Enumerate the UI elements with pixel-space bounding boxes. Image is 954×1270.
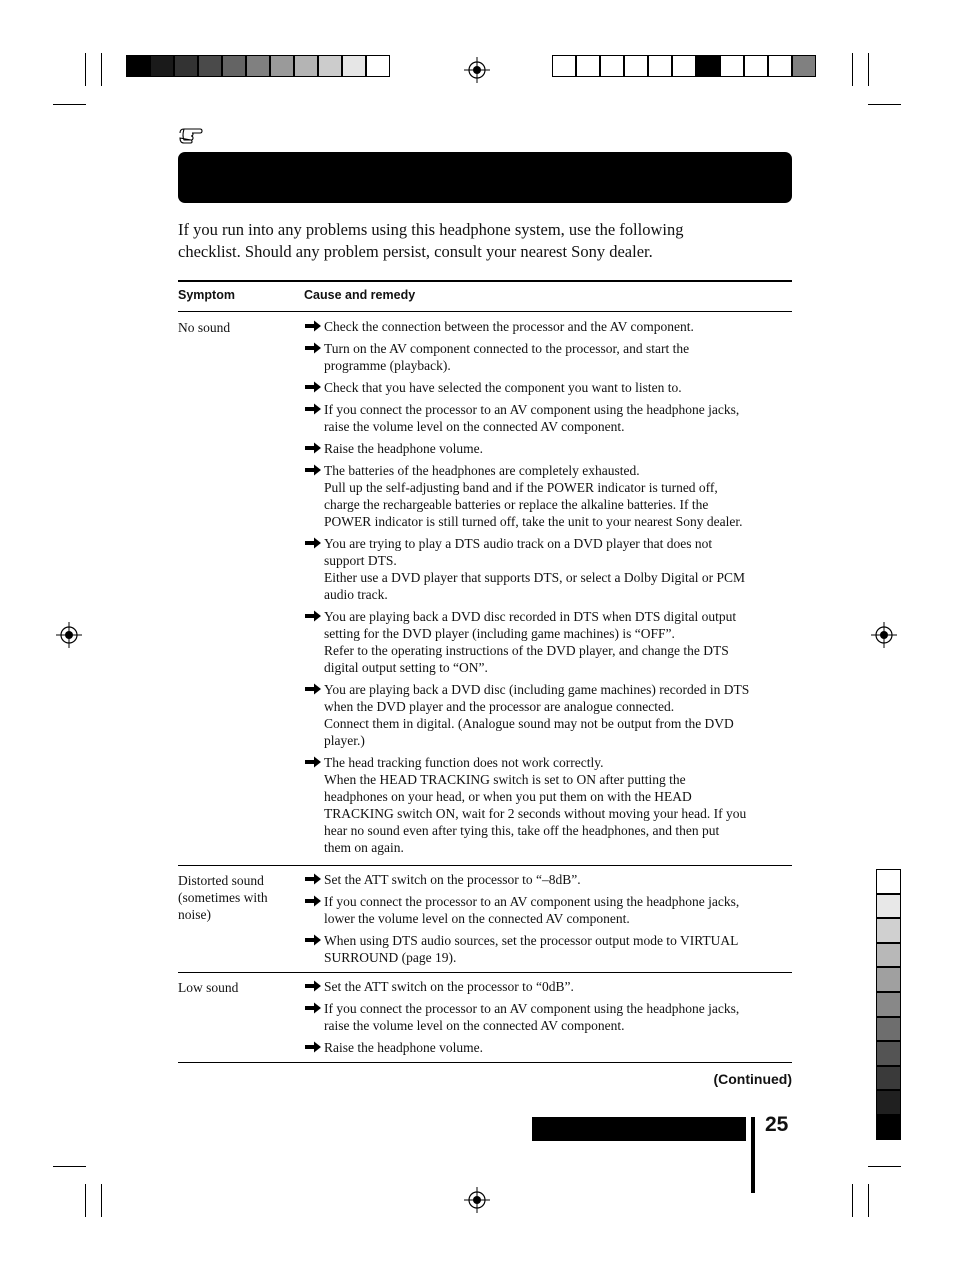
remedy-line: When using DTS audio sources, set the processor output mode to VIRTUAL [324,933,739,948]
remedy-item [304,440,794,457]
remedy-item [304,893,794,927]
registration-mark-icon [56,622,82,648]
right-arrow-icon [304,683,322,695]
remedy-item [304,318,794,335]
remedy-line: player.) [324,733,365,748]
color-swatch [600,55,624,77]
color-swatch [198,55,222,77]
side-tab [876,943,901,968]
remedy-line: programme (playback). [324,358,451,373]
remedy-line: hear no sound even after tying this, take off the headphones, and then put [324,823,720,838]
remedy-line: Set the ATT switch on the processor to “0dB”. [324,979,574,994]
remedy-item [304,379,794,396]
color-swatch [720,55,744,77]
color-swatch [576,55,600,77]
remedy-line: Check that you have selected the component you want to listen to. [324,380,682,395]
remedy-line: them on again. [324,840,404,855]
right-arrow-icon [304,342,322,354]
remedy-line: raise the volume level on the connected AV component. [324,419,625,434]
color-swatch [552,55,576,77]
right-arrow-icon [304,895,322,907]
right-arrow-icon [304,464,322,476]
color-swatch [792,55,816,77]
remedy-line: support DTS. [324,553,397,568]
remedy-line: POWER indicator is still turned off, take the unit to your nearest Sony dealer. [324,514,743,529]
remedy-line: headphones on your head, or when you put them on with the HEAD [324,789,692,804]
remedy-item [304,681,794,749]
color-swatch [126,55,150,77]
remedy-item [304,401,794,435]
side-tab [876,1115,901,1140]
right-arrow-icon [304,1041,322,1053]
remedy-cell [304,871,794,971]
side-tab [876,1090,901,1115]
remedy-line: You are playing back a DVD disc recorded in DTS when DTS digital output [324,609,737,624]
registration-mark-icon [464,1187,490,1213]
remedy-line: Turn on the AV component connected to the processor, and start the [324,341,690,356]
remedy-item [304,340,794,374]
side-tab [876,992,901,1017]
remedy-line: The head tracking function does not work correctly. [324,755,604,770]
table-row-rule [178,865,792,866]
symptom-line: (sometimes with [178,890,268,905]
table-row-rule [178,1062,792,1063]
right-arrow-icon [304,442,322,454]
remedy-item [304,932,794,966]
symptom-line: noise) [178,907,211,922]
symptom-cell [178,319,296,336]
remedy-item [304,754,794,856]
remedy-item [304,1039,794,1056]
remedy-line: Raise the headphone volume. [324,1040,483,1055]
color-bar-right [552,55,816,77]
side-tab [876,918,901,943]
side-tab [876,1066,901,1091]
remedy-line: TRACKING switch ON, wait for 2 seconds without moving your head. If you [324,806,747,821]
remedy-line: Either use a DVD player that supports DTS, or select a Dolby Digital or PCM [324,570,746,585]
table-top-rule [178,280,792,282]
remedy-line: audio track. [324,587,388,602]
remedy-line: When the HEAD TRACKING switch is set to ON after putting the [324,772,686,787]
right-arrow-icon [304,1002,322,1014]
color-swatch [246,55,270,77]
remedy-line: Raise the headphone volume. [324,441,483,456]
right-arrow-icon [304,381,322,393]
color-swatch [174,55,198,77]
remedy-line: Pull up the self-adjusting band and if the POWER indicator is turned off, [324,480,718,495]
remedy-line: If you connect the processor to an AV component using the headphone jacks, [324,402,740,417]
remedy-line: You are playing back a DVD disc (including game machines) recorded in DTS [324,682,750,697]
column-header-symptom: Symptom [178,288,235,302]
remedy-item [304,535,794,603]
symptom-cell [178,872,296,923]
remedy-line: setting for the DVD player (including game machines) is “OFF”. [324,626,675,641]
color-swatch [150,55,174,77]
registration-mark-icon [464,57,490,83]
intro-paragraph [178,219,778,263]
table-row-rule [178,972,792,973]
remedy-cell [304,978,794,1061]
color-swatch [366,55,390,77]
remedy-line: digital output setting to “ON”. [324,660,488,675]
right-arrow-icon [304,610,322,622]
color-swatch [318,55,342,77]
color-swatch [672,55,696,77]
side-tab [876,967,901,992]
color-swatch [294,55,318,77]
page-number: 25 [765,1113,789,1136]
right-arrow-icon [304,537,322,549]
remedy-line: charge the rechargeable batteries or replace the alkaline batteries. If the [324,497,709,512]
remedy-line: SURROUND (page 19). [324,950,457,965]
remedy-item [304,608,794,676]
color-swatch [744,55,768,77]
side-tab [876,894,901,919]
symptom-line: Distorted sound [178,873,264,888]
remedy-line: You are trying to play a DTS audio track on a DVD player that does not [324,536,713,551]
section-title-bar [178,152,792,203]
remedy-item [304,462,794,530]
remedy-line: raise the volume level on the connected AV component. [324,1018,625,1033]
color-swatch [696,55,720,77]
side-thumb-tabs [876,869,901,1140]
side-tab [876,869,901,894]
pointing-hand-icon [178,124,204,144]
remedy-cell [304,318,794,861]
remedy-line: Set the ATT switch on the processor to “–8dB”. [324,872,581,887]
right-arrow-icon [304,873,322,885]
side-tab [876,1017,901,1042]
side-tab [876,1041,901,1066]
right-arrow-icon [304,980,322,992]
right-arrow-icon [304,403,322,415]
color-swatch [624,55,648,77]
footer-divider [751,1117,755,1193]
color-bar-left [126,55,390,77]
color-swatch [342,55,366,77]
color-swatch [768,55,792,77]
intro-line: checklist. Should any problem persist, consult your nearest Sony dealer. [178,242,653,261]
remedy-item [304,978,794,995]
right-arrow-icon [304,320,322,332]
remedy-line: The batteries of the headphones are completely exhausted. [324,463,640,478]
table-header-rule [178,311,792,312]
remedy-line: Check the connection between the processor and the AV component. [324,319,694,334]
symptom-line: No sound [178,320,231,335]
color-swatch [648,55,672,77]
column-header-cause: Cause and remedy [304,288,416,302]
symptom-cell [178,979,296,996]
footer-bar [532,1117,746,1141]
registration-mark-icon [871,622,897,648]
right-arrow-icon [304,756,322,768]
remedy-line: If you connect the processor to an AV component using the headphone jacks, [324,894,740,909]
remedy-line: If you connect the processor to an AV component using the headphone jacks, [324,1001,740,1016]
remedy-item [304,1000,794,1034]
intro-line: If you run into any problems using this headphone system, use the following [178,220,684,239]
remedy-line: lower the volume level on the connected AV component. [324,911,630,926]
right-arrow-icon [304,934,322,946]
symptom-line: Low sound [178,980,239,995]
continued-label: (Continued) [713,1071,792,1087]
remedy-line: when the DVD player and the processor are analogue connected. [324,699,675,714]
color-swatch [222,55,246,77]
remedy-line: Refer to the operating instructions of the DVD player, and change the DTS [324,643,729,658]
color-swatch [270,55,294,77]
remedy-item [304,871,794,888]
remedy-line: Connect them in digital. (Analogue sound may not be output from the DVD [324,716,734,731]
